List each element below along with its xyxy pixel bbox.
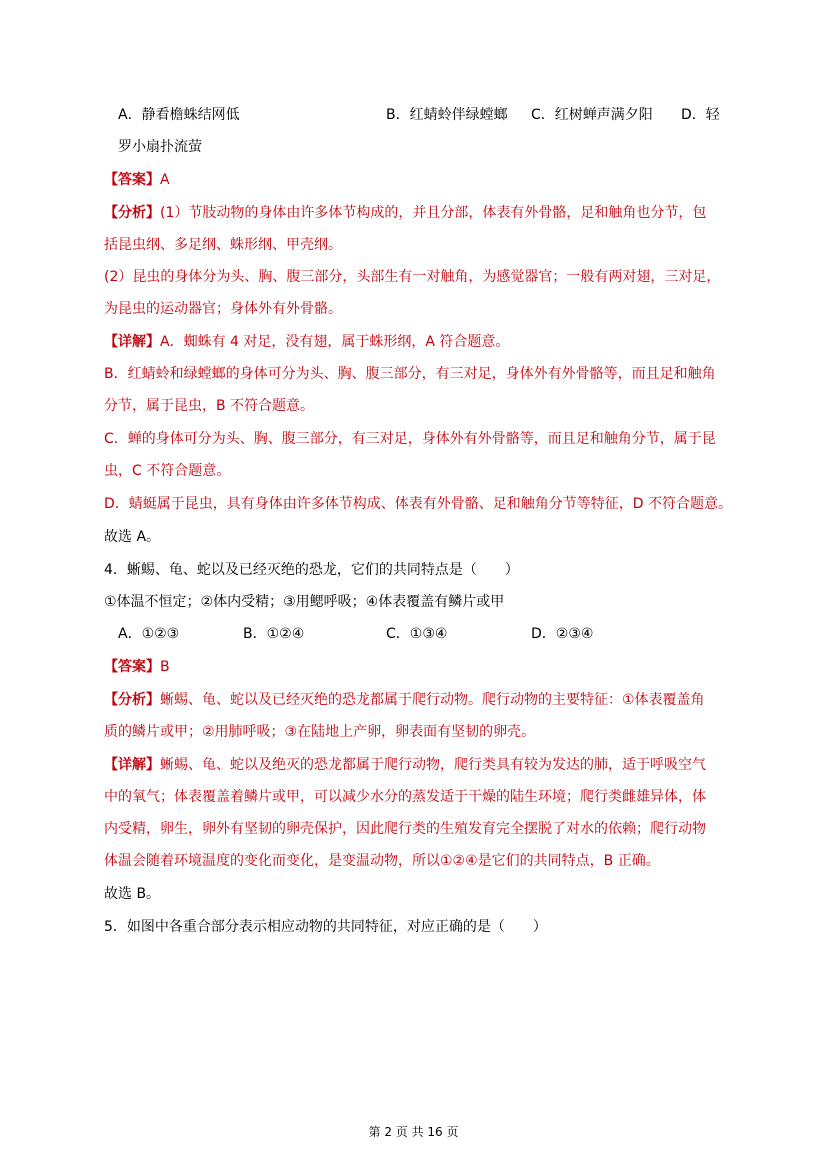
- q4-detail-line-3: 内受精，卵生，卵外有坚韧的卵壳保护，因此爬行类的生殖发育完全摆脱了对水的依赖；爬行动物: [104, 821, 706, 837]
- answer-tag: 【答案】: [104, 172, 160, 188]
- q4-answer-value: B: [160, 659, 170, 675]
- q4-answer-line: [104, 657, 170, 677]
- question-4-stem: 4．蜥蜴、龟、蛇以及已经灭绝的恐龙，它们的共同特点是（ ）: [104, 562, 519, 578]
- answer-line: [104, 170, 170, 190]
- q4-detail-line-1: [104, 755, 706, 775]
- q4-detail-tag: 【详解】: [104, 757, 160, 773]
- page-footer: 第 2 页 共 16 页: [368, 1125, 459, 1139]
- option-a: A．静看檐蛛结网低: [118, 107, 240, 123]
- q4-option-b: B．①②④: [243, 626, 305, 642]
- q4-answer-tag: 【答案】: [104, 659, 160, 675]
- q4-detail-line-2: 中的氧气；体表覆盖着鳞片或甲，可以减少水分的蒸发适于干燥的陆生环境；爬行类雌雄异体，体: [104, 789, 706, 805]
- question-5-stem: 5．如图中各重合部分表示相应动物的共同特征，对应正确的是（ ）: [104, 919, 547, 935]
- q4-analysis-text: 蜥蜴、龟、蛇以及已经灭绝的恐龙都属于爬行动物。爬行动物的主要特征：①体表覆盖角: [160, 692, 705, 708]
- q4-option-d: D．②③④: [531, 626, 594, 642]
- detail-text: A．蜘蛛有 4 对足，没有翅，属于蛛形纲，A 符合题意。: [160, 334, 510, 350]
- analysis-text: (1）节肢动物的身体由许多体节构成的，并且分部，体表有外骨骼，足和触角也分节，包: [160, 205, 707, 221]
- analysis-line-1: [104, 203, 706, 223]
- detail-line-1: [104, 332, 509, 352]
- analysis-line-4: 为昆虫的运动器官；身体外有外骨骼。: [104, 301, 342, 317]
- detail-line-7: 故选 A。: [104, 529, 161, 545]
- option-b: B．红蜻蛉伴绿螳螂: [386, 107, 508, 123]
- q4-detail-line-5: 故选 B。: [104, 886, 161, 902]
- q4-detail-text: 蜥蜴、龟、蛇以及绝灭的恐龙都属于爬行动物，爬行类具有较为发达的肺，适于呼吸空气: [160, 757, 706, 773]
- detail-tag: 【详解】: [104, 334, 160, 350]
- detail-line-3: 分节，属于昆虫，B 不符合题意。: [104, 398, 315, 414]
- option-d-continued: 罗小扇扑流萤: [118, 139, 202, 155]
- analysis-tag: 【分析】: [104, 205, 160, 221]
- option-d: D．轻: [681, 107, 720, 123]
- detail-line-2: B．红蜻蛉和绿螳螂的身体可分为头、胸、腹三部分，有三对足，身体外有外骨骼等，而且足和触角: [104, 366, 716, 382]
- detail-line-5: 虫，C 不符合题意。: [104, 463, 231, 479]
- analysis-line-3: (2）昆虫的身体分为头、胸、腹三部分，头部生有一对触角，为感觉器官；一般有两对翅，三对足，: [104, 269, 721, 285]
- q4-analysis-line-2: 质的鳞片或甲；②用肺呼吸；③在陆地上产卵，卵表面有坚韧的卵壳。: [104, 724, 536, 740]
- q4-option-c: C．①③④: [386, 626, 448, 642]
- q4-analysis-tag: 【分析】: [104, 692, 160, 708]
- answer-value: A: [160, 172, 170, 188]
- q4-analysis-line-1: [104, 690, 705, 710]
- analysis-line-2: 括昆虫纲、多足纲、蛛形纲、甲壳纲。: [104, 237, 342, 253]
- q4-option-a: A．①②③: [118, 626, 180, 642]
- q4-detail-line-4: 体温会随着环境温度的变化而变化，是变温动物，所以①②④是它们的共同特点，B 正确。: [104, 853, 660, 869]
- detail-line-6: D．蜻蜓属于昆虫，具有身体由许多体节构成、体表有外骨骼、足和触角分节等特征，D 不符合题意。: [104, 496, 733, 512]
- detail-line-4: C．蝉的身体可分为头、胸、腹三部分，有三对足，身体外有外骨骼等，而且足和触角分节，属于昆: [104, 431, 716, 447]
- option-c: C．红树蝉声满夕阳: [531, 107, 653, 123]
- question-4-statements: ①体温不恒定；②体内受精；③用鳃呼吸；④体表覆盖有鳞片或甲: [104, 594, 505, 610]
